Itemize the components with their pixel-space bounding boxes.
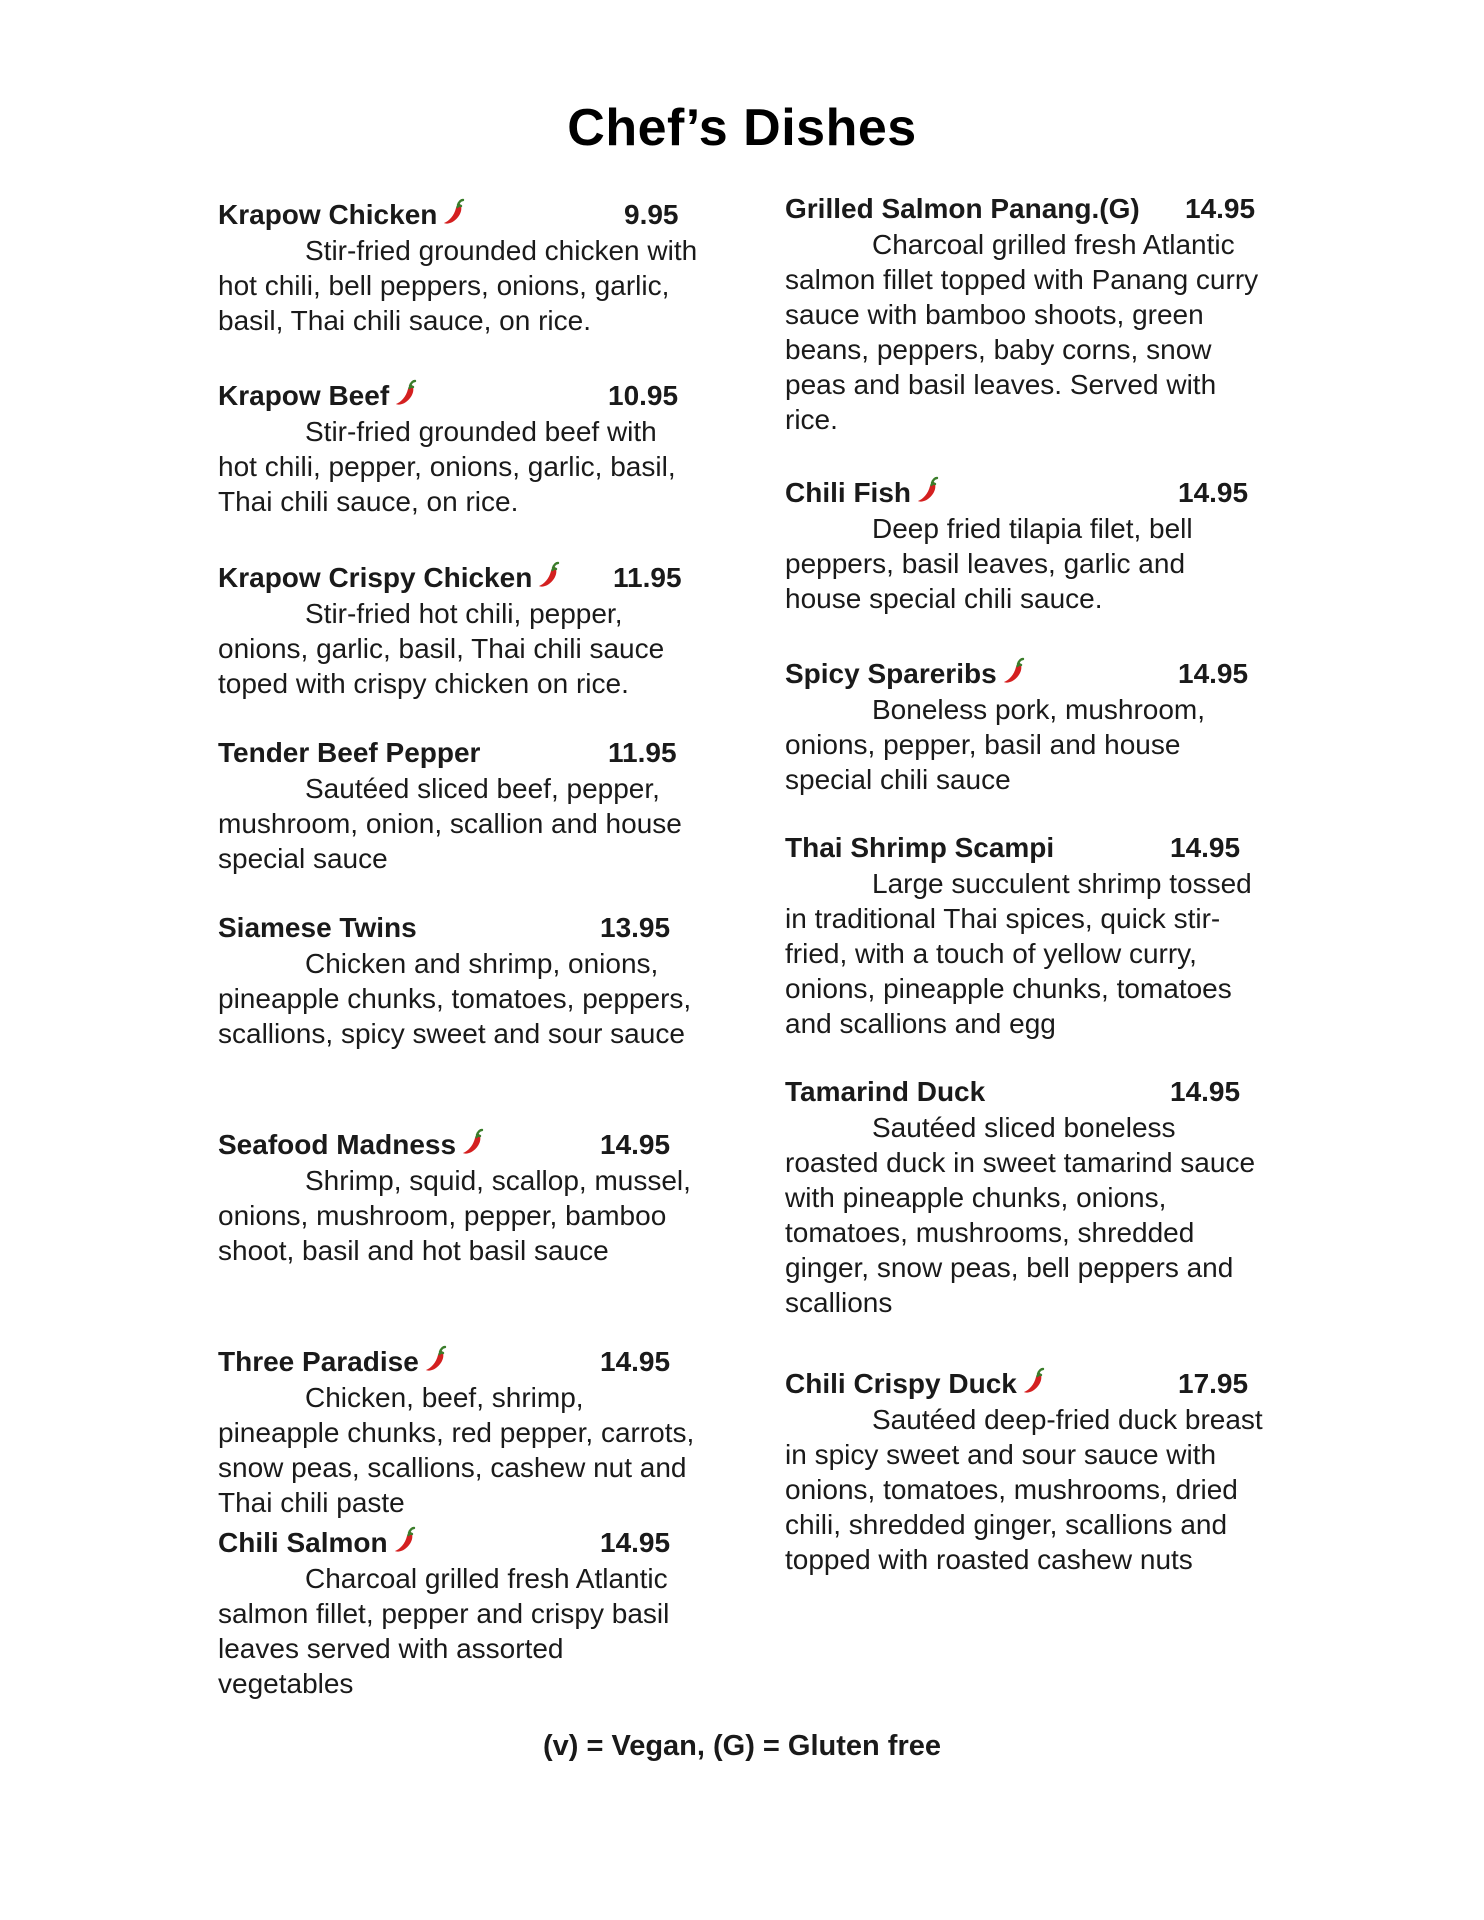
- chili-pepper-icon: [393, 379, 419, 407]
- dish-name: Siamese Twins: [218, 912, 417, 943]
- dish-description: Charcoal grilled fresh Atlantic salmon fillet topped with Panang curry sauce with bamboo shoots, green beans, peppers, baby corns, snow peas and basil leaves. Served with rice.: [785, 229, 1259, 435]
- dish-name: Tamarind Duck: [785, 1076, 986, 1107]
- menu-item: [785, 475, 1265, 616]
- dish-description: Large succulent shrimp tossed in traditional Thai spices, quick stir-fried, with a touch of yellow curry, onions, pineapple chunks, tomatoes and scallions and egg: [785, 868, 1252, 1039]
- dish-name: Thai Shrimp Scampi: [785, 832, 1055, 863]
- chili-pepper-icon: [1021, 1367, 1047, 1395]
- dish-description: Chicken and shrimp, onions, pineapple chunks, tomatoes, peppers, scallions, spicy sweet and sour sauce: [218, 948, 692, 1049]
- dish-price: 14.95: [600, 1346, 671, 1377]
- dish-description: Sautéed deep-fried duck breast in spicy sweet and sour sauce with onions, tomatoes, mushrooms, dried chili, shredded ginger, scallions and topped with roasted cashew nuts: [785, 1404, 1263, 1575]
- dish-name: Chili Fish: [785, 477, 911, 508]
- dish-name: Tender Beef Pepper: [218, 737, 481, 768]
- menu-item: [785, 1366, 1265, 1577]
- dish-price: 14.95: [1170, 832, 1241, 863]
- menu-item: [785, 656, 1265, 797]
- dish-price: 14.95: [600, 1527, 671, 1558]
- dish-name: Chili Crispy Duck: [785, 1368, 1017, 1399]
- dish-price: 13.95: [600, 912, 671, 943]
- dish-description: Sautéed sliced beef, pepper, mushroom, onion, scallion and house special sauce: [218, 773, 682, 874]
- dish-name: Krapow Crispy Chicken: [218, 562, 533, 593]
- dish-description: Sautéed sliced boneless roasted duck in sweet tamarind sauce with pineapple chunks, onions, tomatoes, mushrooms, shredded ginger, snow peas, bell peppers and scallions: [785, 1112, 1256, 1318]
- dish-name: Seafood Madness: [218, 1129, 457, 1160]
- menu-item: [218, 197, 698, 338]
- menu-item: [785, 191, 1265, 437]
- dish-description: Deep fried tilapia filet, bell peppers, basil leaves, garlic and house special chili sauce.: [785, 513, 1193, 614]
- menu-item: [218, 910, 698, 1051]
- dish-name: Chili Salmon: [218, 1527, 388, 1558]
- dish-description: Stir-fried grounded beef with hot chili, pepper, onions, garlic, basil, Thai chili sauce, on rice.: [218, 416, 676, 517]
- dish-price: 14.95: [1170, 1076, 1241, 1107]
- chili-pepper-icon: [392, 1526, 418, 1554]
- menu-item: [218, 1344, 698, 1520]
- dish-price: 11.95: [608, 737, 677, 768]
- dish-description: Stir-fried grounded chicken with hot chili, bell peppers, onions, garlic, basil, Thai chili sauce, on rice.: [218, 235, 698, 336]
- dish-name: Krapow Beef: [218, 380, 390, 411]
- dish-price: 14.95: [1178, 477, 1249, 508]
- dish-price: 14.95: [1178, 658, 1249, 689]
- dish-name: Spicy Spareribs: [785, 658, 997, 689]
- dish-name: Krapow Chicken: [218, 199, 438, 230]
- dish-price: 11.95: [613, 562, 682, 593]
- menu-item: [218, 1525, 698, 1701]
- chili-pepper-icon: [536, 561, 562, 589]
- dish-description: Chicken, beef, shrimp, pineapple chunks, red pepper, carrots, snow peas, scallions, cashew nut and Thai chili paste: [218, 1382, 695, 1518]
- dish-price: 10.95: [608, 380, 679, 411]
- dish-description: Stir-fried hot chili, pepper, onions, garlic, basil, Thai chili sauce toped with crispy chicken on rice.: [218, 598, 665, 699]
- chili-pepper-icon: [915, 476, 941, 504]
- chili-pepper-icon: [441, 198, 467, 226]
- menu-item: [218, 735, 698, 876]
- dish-price: 9.95: [624, 199, 679, 230]
- chili-pepper-icon: [423, 1345, 449, 1373]
- dish-price: 14.95: [1185, 193, 1256, 224]
- dish-price: 14.95: [600, 1129, 671, 1160]
- dish-description: Charcoal grilled fresh Atlantic salmon fillet, pepper and crispy basil leaves served with assorted vegetables: [218, 1563, 670, 1699]
- dish-price: 17.95: [1178, 1368, 1249, 1399]
- dish-name: Grilled Salmon Panang.(G): [785, 193, 1140, 224]
- dish-description: Boneless pork, mushroom, onions, pepper, basil and house special chili sauce: [785, 694, 1206, 795]
- dish-name: Three Paradise: [218, 1346, 419, 1377]
- menu-item: [785, 830, 1265, 1041]
- dish-description: Shrimp, squid, scallop, mussel, onions, mushroom, pepper, bamboo shoot, basil and hot basil sauce: [218, 1165, 691, 1266]
- menu-item: [218, 560, 698, 701]
- menu-item: [785, 1074, 1265, 1320]
- menu-item: [218, 378, 698, 519]
- menu-item: [218, 1127, 698, 1268]
- chili-pepper-icon: [460, 1128, 486, 1156]
- legend-note: (v) = Vegan, (G) = Gluten free: [542, 1730, 942, 1762]
- page-title: Chef’s Dishes: [567, 99, 917, 157]
- chili-pepper-icon: [1001, 657, 1027, 685]
